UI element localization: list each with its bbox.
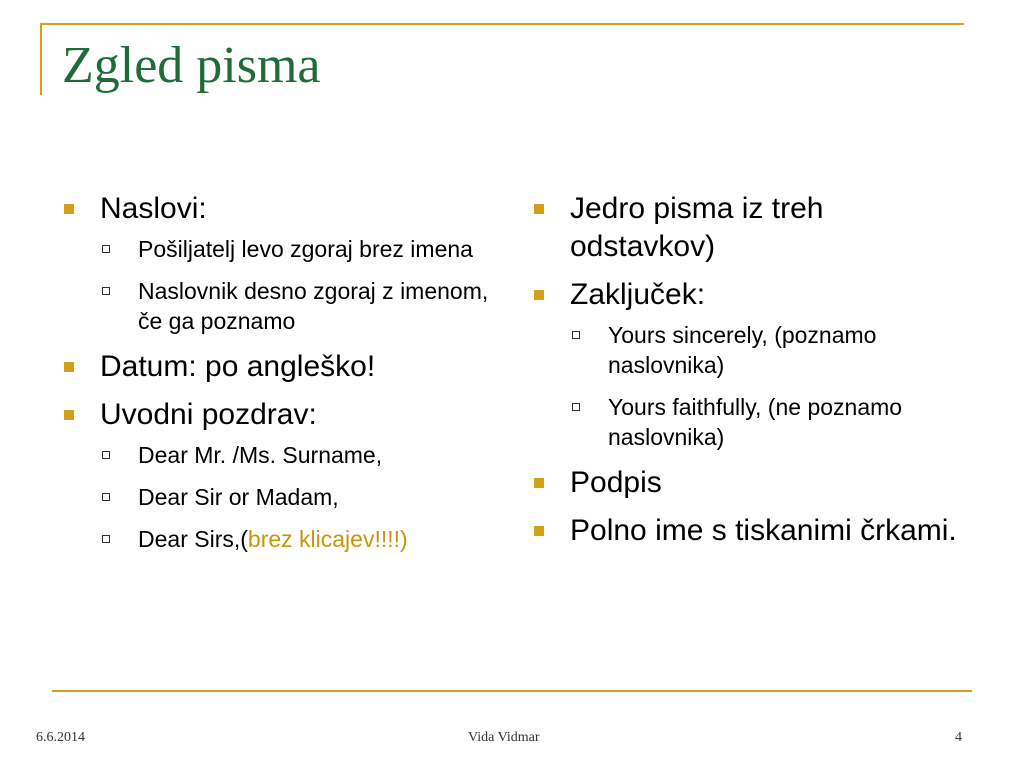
square-bullet-icon (534, 290, 544, 300)
hollow-square-bullet-icon (102, 245, 110, 253)
bottom-border-line (52, 690, 972, 692)
sub-bullet-list (100, 440, 502, 554)
footer-author: Vida Vidmar (468, 730, 540, 745)
bullet-item-uvodni-pozdrav (62, 396, 502, 554)
left-border-line (40, 23, 42, 95)
right-column (532, 190, 972, 560)
bullet-text: Polno ime s tiskanimi črkami. (570, 514, 957, 547)
sub-bullet-item (570, 320, 972, 380)
slide-title: Zgled pisma (62, 37, 321, 94)
hollow-square-bullet-icon (102, 287, 110, 295)
bullet-text: Podpis (570, 466, 662, 499)
bullet-item-polno-ime (532, 512, 972, 550)
footer-date: 6.6.2014 (36, 730, 85, 745)
sub-bullet-text: Naslovnik desno zgoraj z imenom, če ga poznamo (138, 278, 489, 334)
sub-bullet-item (100, 482, 502, 512)
sub-bullet-item (100, 524, 502, 554)
hollow-square-bullet-icon (102, 451, 110, 459)
bullet-item-zakljucek (532, 276, 972, 452)
sub-bullet-item (100, 440, 502, 470)
sub-bullet-list (570, 320, 972, 452)
square-bullet-icon (534, 478, 544, 488)
square-bullet-icon (64, 204, 74, 214)
bullet-text: Uvodni pozdrav: (100, 398, 317, 431)
footer-page-number: 4 (955, 730, 962, 745)
bullet-item-jedro (532, 190, 972, 266)
sub-bullet-text: Dear Mr. /Ms. Surname, (138, 442, 383, 468)
square-bullet-icon (534, 526, 544, 536)
top-border-line (40, 23, 964, 25)
sub-bullet-item (570, 392, 972, 452)
left-column (62, 190, 502, 566)
sub-bullet-text: Dear Sir or Madam, (138, 484, 339, 510)
bullet-text: Naslovi: (100, 192, 207, 225)
sub-bullet-text: Yours faithfully, (ne poznamo naslovnika) (608, 394, 903, 450)
hollow-square-bullet-icon (102, 535, 110, 543)
square-bullet-icon (534, 204, 544, 214)
sub-bullet-item (100, 234, 502, 264)
square-bullet-icon (64, 362, 74, 372)
sub-bullet-text: Pošiljatelj levo zgoraj brez imena (138, 236, 473, 262)
hollow-square-bullet-icon (572, 331, 580, 339)
bullet-text: Jedro pisma iz treh odstavkov) (570, 192, 824, 263)
bullet-text: Datum: po angleško! (100, 350, 376, 383)
hollow-square-bullet-icon (102, 493, 110, 501)
bullet-text: Zaključek: (570, 278, 706, 311)
sub-bullet-accent-text: brez klicajev!!!!) (247, 526, 408, 552)
square-bullet-icon (64, 410, 74, 420)
sub-bullet-text: Yours sincerely, (poznamo naslovnika) (608, 322, 877, 378)
bullet-item-datum (62, 348, 502, 386)
sub-bullet-item (100, 276, 502, 336)
bullet-item-naslovi (62, 190, 502, 336)
sub-bullet-list (100, 234, 502, 336)
sub-bullet-text: Dear Sirs,( (138, 526, 248, 552)
bullet-item-podpis (532, 464, 972, 502)
hollow-square-bullet-icon (572, 403, 580, 411)
